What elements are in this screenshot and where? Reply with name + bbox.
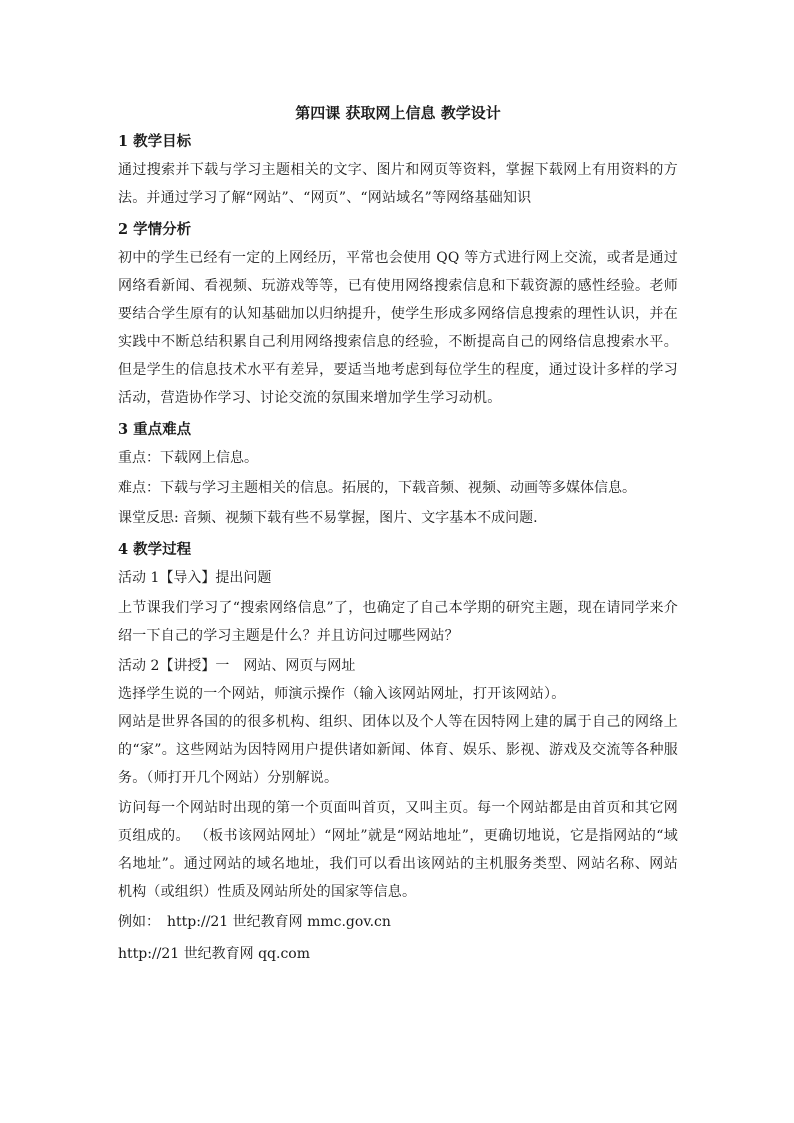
document-body xyxy=(118,100,678,968)
activity2-title: 活动 2【讲授】一 网站、网页与网址 xyxy=(118,658,356,674)
activity1-paragraph: 上节课我们学习了“搜索网络信息”了，也确定了自己本学期的研究主题，现在请同学来介绍一下自己的学习主题是什么？并且访问过哪些网站？ xyxy=(118,600,678,644)
activity1-title: 活动 1【导入】提出问题 xyxy=(118,570,272,586)
section-heading-objectives: 1 教学目标 xyxy=(118,133,192,150)
section-heading-teaching-process: 4 教学过程 xyxy=(118,541,192,558)
activity2-demo-paragraph: 选择学生说的一个网站，师演示操作（输入该网站网址，打开该网站）。 xyxy=(118,686,566,702)
key-point-line: 重点：下载网上信息。 xyxy=(118,450,258,466)
reflection-line: 课堂反思: 音频、视频下载有些不易掌握，图片、文字基本不成问题. xyxy=(118,510,538,526)
document-title: 第四课 获取网上信息 教学设计 xyxy=(295,104,501,122)
example-line-1: 例如： http://21 世纪教育网 mmc.gov.cn xyxy=(118,914,391,930)
example-line-2: http://21 世纪教育网 qq.com xyxy=(118,946,311,962)
activity2-website-paragraph: 网站是世界各国的的很多机构、组织、团体以及个人等在因特网上建的属于自己的网络上的“家”。这些网站为因特网用户提供诸如新闻、体育、娱乐、影视、游戏及交流等各种服务。（师打开几个网站）分别解说。 xyxy=(118,714,678,786)
student-analysis-paragraph: 初中的学生已经有一定的上网经历，平常也会使用 QQ 等方式进行网上交流，或者是通过网络看新闻、看视频、玩游戏等等，已有使用网络搜索信息和下载资源的感性经验。老师要结合学生原有的认知基础加以归纳提升，使学生形成多网络信息搜索的理性认识，并在实践中不断总结积累自己利用网络搜索信息的经验，不断提高自己的网络信息搜索水平。但是学生的信息技术水平有差异，要适当地考虑到每位学生的程度，通过设计多样的学习活动，营造协作学习、讨论交流的氛围来增加学生学习动机。 xyxy=(118,250,678,406)
difficulty-line: 难点：下载与学习主题相关的信息。拓展的，下载音频、视频、动画等多媒体信息。 xyxy=(118,480,636,496)
activity2-homepage-paragraph: 访问每一个网站时出现的第一个页面叫首页，又叫主页。每一个网站都是由首页和其它网页组成的。 （板书该网站网址）“网址”就是“网站地址”，更确切地说，它是指网站的“域名地址”。通过网站的域名地址，我们可以看出该网站的主机服务类型、网站名称、网站机构（或组织）性质及网站所处的国家等信息。 xyxy=(118,800,678,900)
section-heading-student-analysis: 2 学情分析 xyxy=(118,221,192,238)
section-heading-key-points: 3 重点难点 xyxy=(118,421,192,438)
objectives-paragraph: 通过搜索并下载与学习主题相关的文字、图片和网页等资料，掌握下载网上有用资料的方法。并通过学习了解“网站”、“网页”、“网站域名”等网络基础知识 xyxy=(118,162,678,206)
